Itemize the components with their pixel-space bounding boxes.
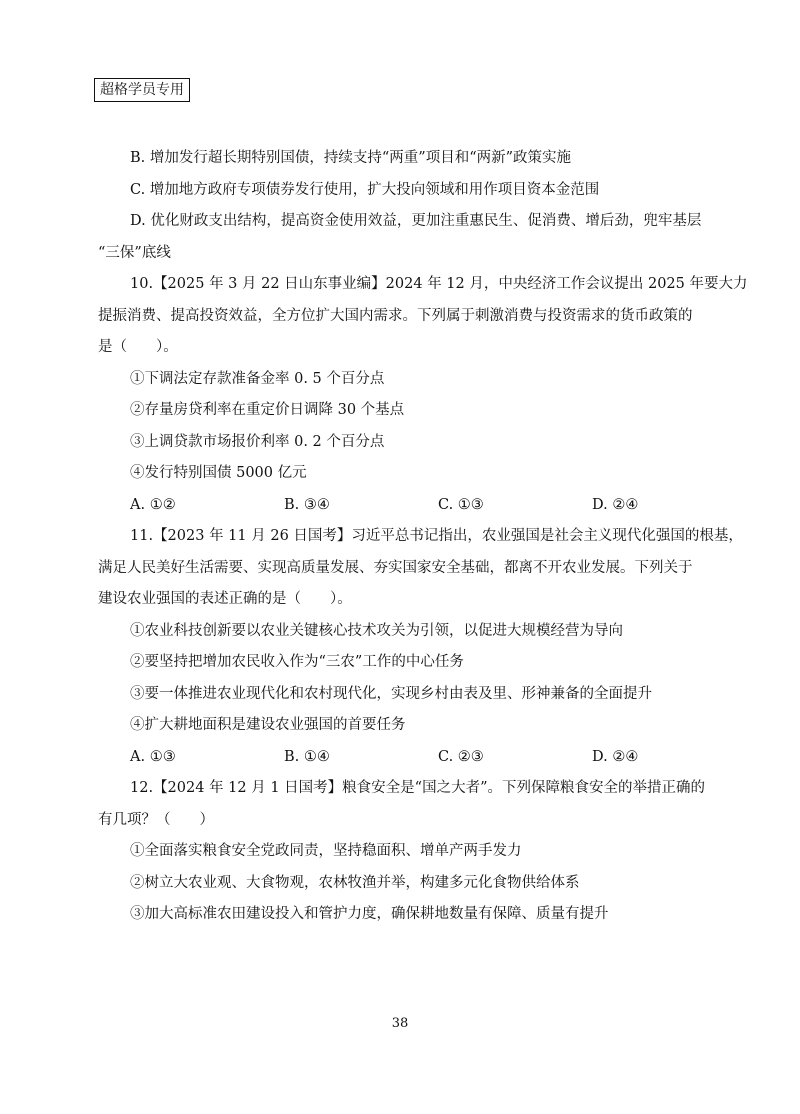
q10-item-1: ①下调法定存款准备金率 0. 5 个百分点 [130,370,385,387]
q11-item-3: ③要一体推进农业现代化和农村现代化，实现乡村由表及里、形神兼备的全面提升 [130,685,652,702]
q11-option-b: B. ①④ [284,748,330,765]
q9-option-d-line2: “三保”底线 [98,244,171,261]
q9-option-c: C. 增加地方政府专项债券发行使用，扩大投向领域和用作项目资本金范围 [130,181,600,198]
q12-stem-line1: 12.【2024 年 12 月 1 日国考】粮食安全是“国之大者”。下列保障粮食安全的举措正确的 [130,780,706,796]
q11-option-c: C. ②③ [438,748,484,765]
q11-option-a: A. ①③ [130,748,176,765]
q11-stem-line1: 11.【2023 年 11 月 26 日国考】习近平总书记指出，农业强国是社会主义现代化强国的根基， [130,528,743,544]
q12-item-1: ①全面落实粮食安全党政同责，坚持稳面积、增单产两手发力 [130,843,522,859]
q10-item-3: ③上调贷款市场报价利率 0. 2 个百分点 [130,433,385,450]
q12-item-2: ②树立大农业观、大食物观，农林牧渔并举，构建多元化食物供给体系 [130,874,580,891]
q10-option-c: C. ①③ [438,496,484,513]
q10-item-2: ②存量房贷利率在重定价日调降 30 个基点 [130,402,405,418]
q11-item-1: ①农业科技创新要以农业关键核心技术攻关为引领，以促进大规模经营为导向 [130,622,623,639]
q11-item-2: ②要坚持把增加农民收入作为“三农”工作的中心任务 [130,654,464,670]
q10-stem-line2: 提振消费、提高投资效益，全方位扩大国内需求。下列属于刺激消费与投资需求的货币政策的 [98,307,693,324]
q10-stem-line1: 10.【2025 年 3 月 22 日山东事业编】2024 年 12 月，中央经济工作会议提出 2025 年要大力 [130,276,748,292]
q11-options-row [98,742,708,774]
q10-stem-line3: 是（ ）。 [98,339,178,355]
header-label-box: 超格学员专用 [94,78,190,102]
q11-stem-line2: 满足人民美好生活需要、实现高质量发展、夯实国家安全基础，都离不开农业发展。下列关于 [98,559,693,576]
q10-option-d: D. ②④ [592,496,639,513]
q9-option-b: B. 增加发行超长期特别国债，持续支持“两重”项目和“两新”政策实施 [130,150,572,166]
page-content [98,143,748,931]
q10-option-a: A. ①② [130,496,176,513]
q10-options-row [98,490,708,522]
q11-item-4: ④扩大耕地面积是建设农业强国的首要任务 [130,717,406,733]
q12-item-3: ③加大高标准农田建设投入和管护力度，确保耕地数量有保障、质量有提升 [130,906,609,922]
q10-item-4: ④发行特别国债 5000 亿元 [130,465,307,481]
page-number: 38 [391,1016,409,1031]
q11-stem-line3: 建设农业强国的表述正确的是（ ）。 [98,591,352,607]
q10-option-b: B. ③④ [284,496,330,513]
q9-option-d-line1: D. 优化财政支出结构，提高资金使用效益，更加注重惠民生、促消费、增后劲，兜牢基层 [130,213,702,229]
q11-option-d: D. ②④ [592,748,639,765]
q12-stem-line2: 有几项？（ ） [98,811,214,828]
